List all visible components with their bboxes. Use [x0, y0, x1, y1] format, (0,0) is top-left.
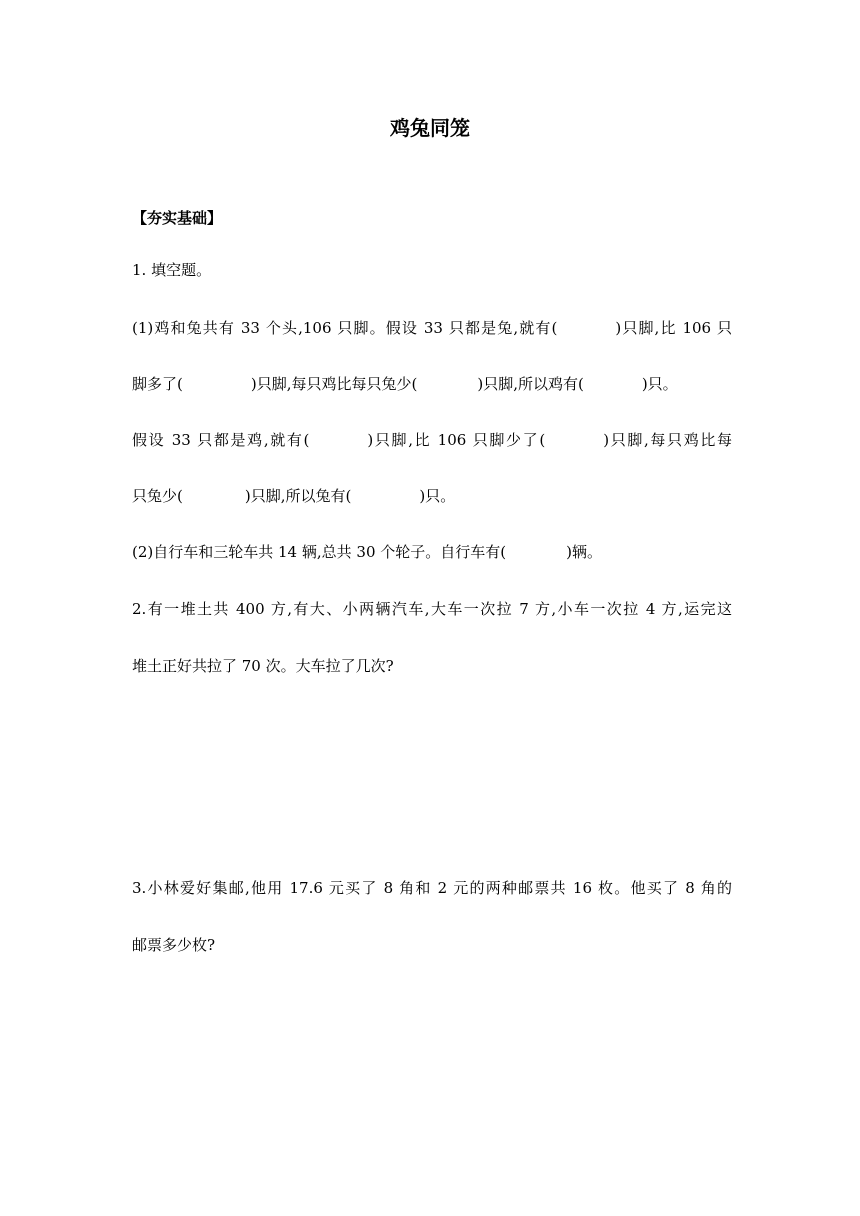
question-3-line-1: 3.小林爱好集邮,他用 17.6 元买了 8 角和 2 元的两种邮票共 16 枚。他买了 8 角的: [132, 879, 732, 897]
question-1-part-1-line-1: (1)鸡和兔共有 33 个头,106 只脚。假设 33 只都是兔,就有( )只脚,比 106 只: [132, 319, 732, 337]
question-1-heading: 1. 填空题。: [132, 261, 212, 279]
question-1-part-2: (2)自行车和三轮车共 14 辆,总共 30 个轮子。自行车有( )辆。: [132, 543, 602, 561]
question-1-part-1-line-2: 脚多了( )只脚,每只鸡比每只兔少( )只脚,所以鸡有( )只。: [132, 375, 678, 393]
question-1-part-1-line-4: 只兔少( )只脚,所以兔有( )只。: [132, 487, 456, 505]
question-3-line-2: 邮票多少枚?: [132, 936, 216, 954]
question-1-part-1-line-3: 假设 33 只都是鸡,就有( )只脚,比 106 只脚少了( )只脚,每只鸡比每: [132, 431, 733, 449]
question-2-line-1: 2.有一堆土共 400 方,有大、小两辆汽车,大车一次拉 7 方,小车一次拉 4 方,运完这: [132, 600, 732, 618]
question-2-line-2: 堆土正好共拉了 70 次。大车拉了几次?: [132, 657, 394, 675]
section-heading: 【夯实基础】: [132, 209, 223, 227]
page-title: 鸡兔同笼: [390, 116, 470, 140]
